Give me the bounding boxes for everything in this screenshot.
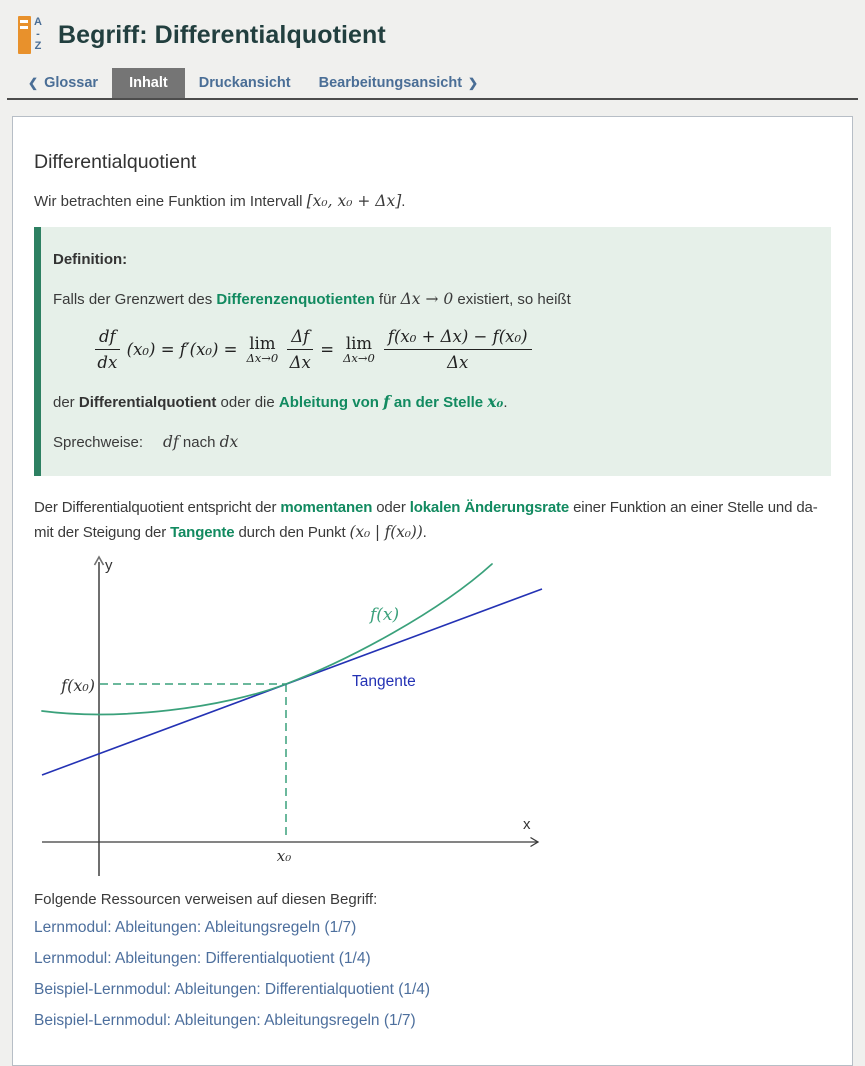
condition-text-a: Falls der Grenzwert des (53, 290, 217, 308)
differentialquotient-formula (95, 327, 815, 372)
definition-conclusion (53, 390, 815, 415)
tangent-graph-svg (34, 552, 546, 884)
speech-df: df (163, 432, 179, 451)
book-spine-icon (18, 16, 31, 54)
x-axis-label: x (523, 815, 531, 833)
limit-operator-1 (247, 335, 279, 364)
tab-bearbeitungsansicht[interactable] (305, 68, 492, 98)
term-bold: Differentialquotient (78, 394, 217, 412)
intro-math-interval: [x₀, x₀ + Δx] (306, 192, 402, 210)
definition-label: Definition: (53, 251, 128, 269)
chevron-left-icon: ❮ (28, 76, 39, 90)
content-card (12, 116, 853, 1066)
link-differenzenquotient[interactable]: Differenzenquotienten (216, 290, 375, 308)
lim-word-2: lim (345, 334, 373, 354)
frac-df-dx (95, 327, 120, 372)
definition-box (34, 227, 831, 476)
frac-diff-den: Δx (447, 353, 469, 373)
desc-text-a: Der Differentialquotient entspricht der (34, 499, 281, 517)
speech-dx: dx (219, 432, 239, 451)
intro-paragraph (34, 189, 831, 213)
tab-glossar[interactable] (28, 68, 112, 98)
ableitung-link-text-a: Ableitung von (278, 394, 384, 412)
az-letter-dash: - (36, 28, 40, 40)
link-tangente[interactable]: Tangente (170, 523, 235, 541)
ableitung-link-f: f (383, 392, 390, 412)
desc-text-c1: einer Funktion an einer Stelle und da- (569, 499, 818, 517)
conclusion-text-a: der (53, 394, 79, 412)
resource-link-4[interactable]: Beispiel-Lernmodul: Ableitungen: Ableitungsregeln (1/7) (34, 1012, 416, 1029)
resource-link-2[interactable]: Lernmodul: Ableitungen: Differentialquotient (1/4) (34, 950, 371, 967)
fx0-label: f(x₀) (61, 675, 95, 695)
frac-difference-quotient (384, 327, 532, 372)
tab-inhalt[interactable]: Inhalt (112, 68, 185, 98)
nav-divider (7, 98, 858, 100)
desc-math-point: (x₀ | f(x₀)) (349, 522, 423, 541)
chevron-right-icon: ❯ (468, 76, 479, 90)
lim-sub-1: Δx→0 (246, 351, 279, 366)
speech-nach: nach (178, 433, 220, 451)
conclusion-period: . (503, 394, 508, 412)
frac-diff-num: f(x₀ + Δx) − f(x₀) (384, 327, 532, 350)
intro-text: Wir betrachten eine Funktion im Intervall (34, 193, 307, 210)
page-header (0, 0, 865, 54)
resource-link-1[interactable]: Lernmodul: Ableitungen: Ableitungsregeln (1/7) (34, 919, 357, 936)
link-ableitung-an-der-stelle[interactable] (279, 394, 503, 411)
ableitung-link-x0: x₀ (487, 392, 504, 412)
desc-text-c2: mit der Steigung der (34, 523, 171, 541)
tab-druckansicht[interactable]: Druckansicht (198, 75, 291, 91)
desc-text-b: oder (372, 499, 410, 517)
formula-eq2: = (320, 340, 335, 360)
lim-sub-2: Δx→0 (343, 351, 375, 366)
ableitung-link-text-b: an der Stelle (389, 394, 488, 412)
speech-label: Sprechweise: (53, 433, 144, 451)
description-paragraph (34, 496, 831, 544)
condition-text-b: für (374, 290, 401, 308)
lim-word-1: lim (249, 334, 276, 354)
resources-intro: Folgende Ressourcen verweisen auf diesen Begriff: (34, 890, 378, 908)
frac-df-dx-den: dx (97, 353, 118, 373)
resource-link-3[interactable]: Beispiel-Lernmodul: Ableitungen: Differentialquotient (1/4) (34, 981, 431, 998)
tab-bearbeitungsansicht-label: Bearbeitungsansicht (318, 75, 463, 91)
x0-label: x₀ (276, 846, 292, 865)
frac-deltaf-den: Δx (289, 353, 311, 373)
speech-line (53, 431, 815, 455)
y-axis-label: y (105, 556, 113, 574)
desc-text-d: durch den Punkt (234, 523, 350, 541)
view-tabs (28, 68, 865, 98)
az-letter-a: A (34, 16, 42, 28)
term-heading: Differentialquotient (34, 151, 197, 173)
condition-text-c: existiert, so heißt (453, 290, 571, 308)
az-letter-z: Z (34, 40, 42, 52)
limit-operator-2 (343, 335, 375, 364)
conclusion-text-b: oder die (216, 394, 279, 412)
glossary-az-icon (18, 16, 42, 54)
formula-eq1: (x₀) = f′(x₀) = (126, 340, 238, 360)
tangent-graph (34, 552, 831, 888)
link-momentane-aenderungsrate[interactable]: momentanen (280, 499, 373, 517)
az-letters (34, 16, 42, 52)
frac-df-dx-num: df (95, 327, 120, 350)
desc-period: . (422, 523, 427, 541)
condition-math-limit: Δx → 0 (400, 289, 454, 308)
curve-label: f(x) (370, 604, 400, 625)
tab-glossar-label: Glossar (44, 75, 99, 91)
frac-deltaf-deltax (287, 327, 313, 372)
tangent-label: Tangente (352, 672, 416, 690)
frac-deltaf-num: Δf (287, 327, 313, 350)
page-title: Begriff: Differentialquotient (57, 20, 386, 49)
link-lokale-aenderungsrate[interactable]: lokalen Änderungsrate (409, 499, 570, 517)
definition-condition (53, 288, 815, 312)
intro-period: . (401, 193, 406, 210)
